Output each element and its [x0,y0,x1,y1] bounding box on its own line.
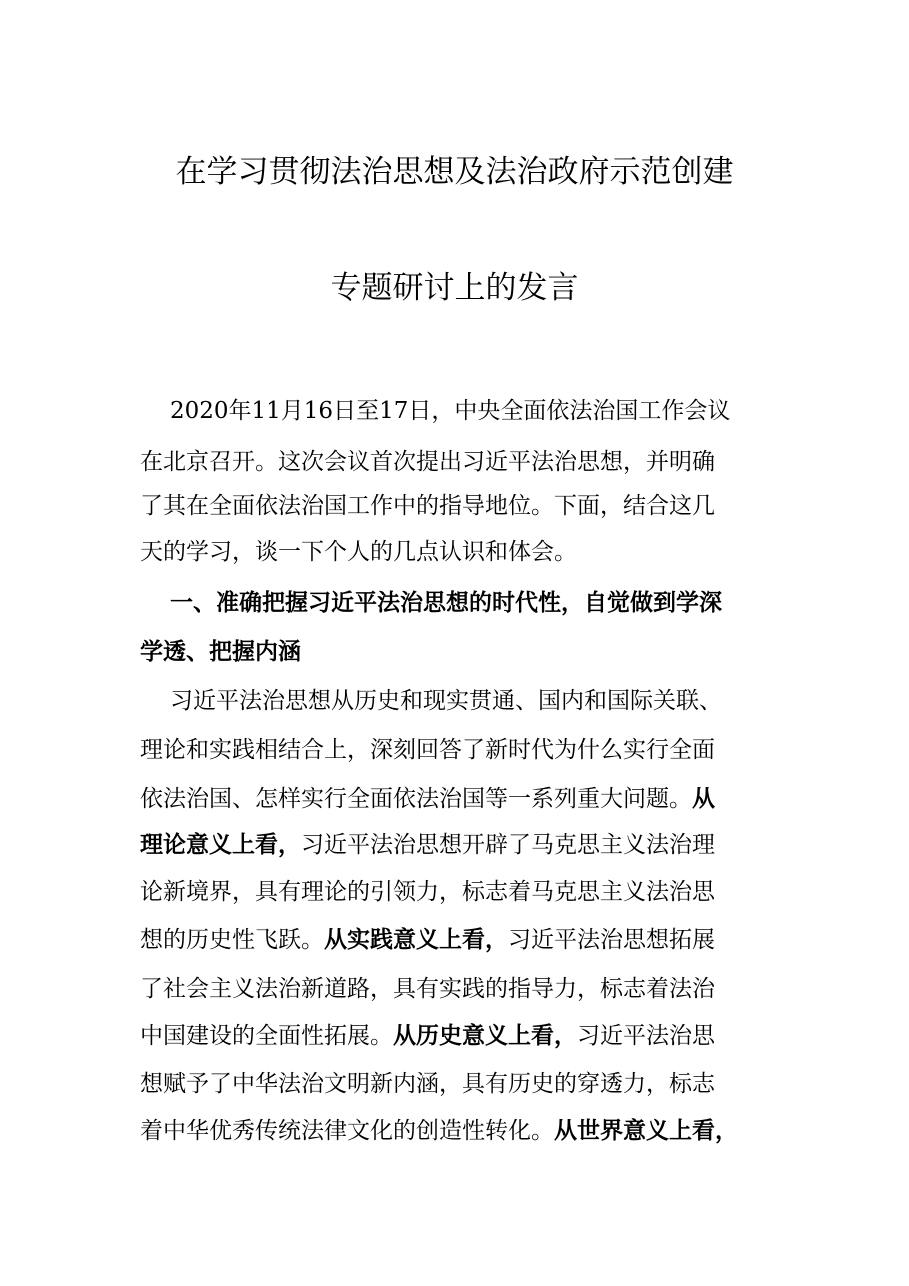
body-line-6 [140,925,715,955]
document-title-line-2: 专题研讨上的发言 [330,270,579,306]
intro-line-2: 在北京召开。这次会议首次提出习近平法治思想，并明确 [140,449,715,475]
intro-line-1: 2020年11月16日至17日，中央全面依法治国工作会议 [170,398,731,424]
body-line-4 [140,830,715,860]
body-line-8 [140,1021,715,1051]
body-line-10 [140,1116,738,1146]
body-line-10-bold: 从世界意义上看， [554,1118,738,1144]
intro-line-4: 天的学习，谈一下个人的几点认识和体会。 [140,539,577,565]
body-line-3 [140,784,715,814]
body-line-6-text-b: 习近平法治思想拓展 [508,927,715,953]
body-line-3-bold: 从 [692,786,715,812]
body-line-6-text-a: 想的历史性飞跃。 [140,927,324,953]
body-line-5: 论新境界，具有理论的引领力，标志着马克思主义法治思 [140,879,715,905]
body-line-8-bold: 从历史意义上看， [393,1023,577,1049]
body-line-1: 习近平法治思想从历史和现实贯通、国内和国际关联、 [170,688,722,714]
body-line-9: 想赋予了中华法治文明新内涵，具有历史的穿透力，标志 [140,1071,715,1097]
section-heading-line-1: 一、准确把握习近平法治思想的时代性，自觉做到学深 [170,590,722,616]
body-line-2: 理论和实践相结合上，深刻回答了新时代为什么实行全面 [140,737,715,763]
body-line-6-bold: 从实践意义上看， [324,927,508,953]
body-line-4-text: 习近平法治思想开辟了马克思主义法治理 [301,832,715,858]
body-line-7: 了社会主义法治新道路，具有实践的指导力，标志着法治 [140,976,715,1002]
intro-line-3: 了其在全面依法治国工作中的指导地位。下面，结合这几 [140,493,715,519]
body-line-10-text: 着中华优秀传统法律文化的创造性转化。 [140,1118,554,1144]
body-line-8-text-a: 中国建设的全面性拓展。 [140,1023,393,1049]
body-line-8-text-b: 习近平法治思 [577,1023,715,1049]
body-line-4-bold: 理论意义上看， [140,832,301,858]
document-title-line-1: 在学习贯彻法治思想及法治政府示范创建 [175,154,734,190]
section-heading-line-2: 学透、把握内涵 [140,639,301,665]
body-line-3-text: 依法治国、怎样实行全面依法治国等一系列重大问题。 [140,786,692,812]
